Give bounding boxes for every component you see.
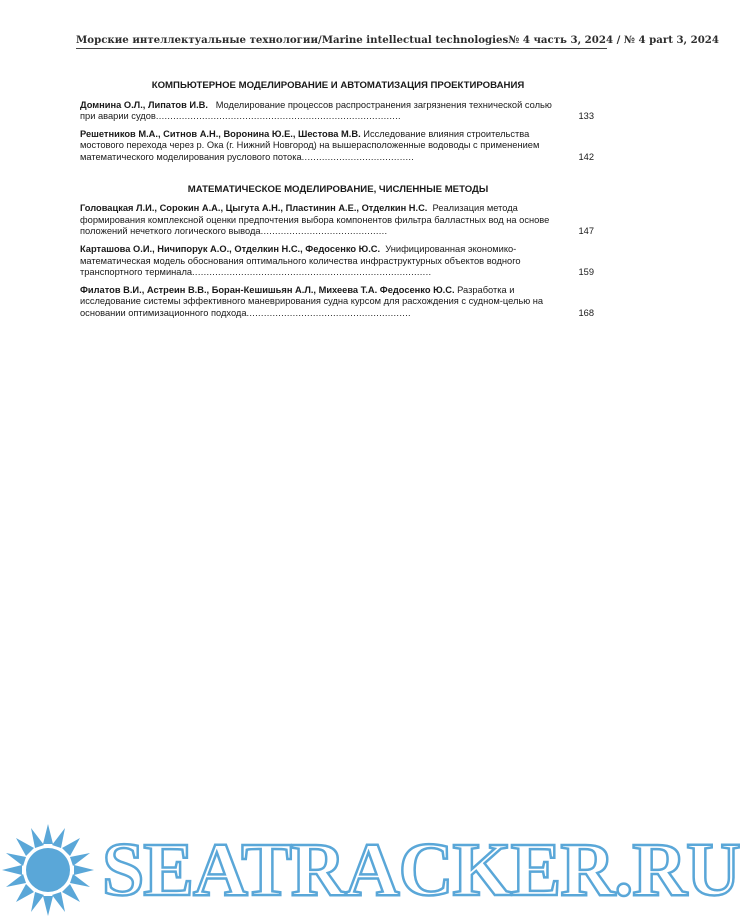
entry-title: Моделирование процессов распространения загрязнения технической солью при аварии судов [80,99,552,122]
entry-page: 168 [578,307,594,318]
entry-page: 142 [578,151,594,162]
watermark-logo [0,820,740,920]
watermark-wordmark: SEATRACKER.RU [102,828,740,912]
toc-entry[interactable]: Головацкая Л.И., Сорокин А.А., Цыгута А.Н., Пластинин А.Е., Отделкин Н.С. Реализация метода формирования комплексной оценки предпочтения выбора компонентов фильтра балластных вод на основе положений нечеткого логического вывода............................................ 147 [80,203,594,237]
section-title: МАТЕМАТИЧЕСКОЕ МОДЕЛИРОВАНИЕ, ЧИСЛЕННЫЕ МЕТОДЫ [187,183,489,195]
entry-authors: Карташова О.И., Ничипорук А.О., Отделкин Н.С., Федосенко Ю.С. [80,243,381,254]
table-of-contents [80,80,596,326]
entry-title: Реализация метода формирования комплексной оценки предпочтения выбора компонентов фильтра балластных вод на основе положений нечеткого логического вывода [80,203,550,237]
entry-page: 159 [578,267,594,278]
entry-authors: Филатов В.И., Астреин В.В., Боран-Кешишьян А.Л., Михеева Т.А. Федосенко Ю.С. [80,284,455,295]
toc-section [80,184,596,320]
toc-section [80,80,596,164]
sun-icon [2,820,98,920]
entry-title: Унифицированная экономико-математическая модель обоснования оптимального количества инфраструктурных объектов водного транспортного терминала [80,243,521,278]
entry-title: Разработка и исследование системы эффективного маневрирования судна курсом для расхождения с судном-целью на основании оптимизационного подхода [80,284,544,318]
entry-authors: Головацкая Л.И., Сорокин А.А., Цыгута А.Н., Пластинин А.Е., Отделкин Н.С. [80,203,428,214]
issue-number: № 4 часть 3, 2024 / № 4 part 3, 2024 [508,34,719,46]
journal-title: Морские интеллектуальные технологии/Marine intellectual technologies [76,34,509,46]
entry-title: Исследование влияния строительства мостового перехода через р. Ока (г. Нижний Новгород) на вышерасположенные водоводы с применением математического моделирования руслового потока [80,128,540,162]
toc-entry[interactable]: Решетников М.А., Ситнов А.Н., Воронина Ю.Е., Шестова М.В. Исследование влияния строительства мостового перехода через р. Ока (г. Нижний Новгород) на вышерасположенные водоводы с применением математического моделирования руслового потока....................................... 142 [80,128,594,162]
toc-entry[interactable]: Карташова О.И., Ничипорук А.О., Отделкин Н.С., Федосенко Ю.С. Унифицированная экономико-математическая модель обоснования оптимального количества инфраструктурных объектов водного транспортного терминала................................................................................... 159 [80,243,594,278]
section-title: КОМПЬЮТЕРНОЕ МОДЕЛИРОВАНИЕ И АВТОМАТИЗАЦИЯ ПРОЕКТИРОВАНИЯ [151,80,525,91]
entry-authors: Домнина О.Л., Липатов И.В. [80,99,208,110]
toc-entry[interactable]: Филатов В.И., Астреин В.В., Боран-Кешишьян А.Л., Михеева Т.А. Федосенко Ю.С. Разработка и исследование системы эффективного маневрирования судна курсом для расхождения с судном-целью на основании оптимизационного подхода......................................................... 168 [80,284,594,318]
entry-page: 133 [578,111,594,122]
entry-page: 147 [578,226,594,237]
entry-authors: Решетников М.А., Ситнов А.Н., Воронина Ю.Е., Шестова М.В. [80,128,361,139]
toc-entry[interactable]: Домнина О.Л., Липатов И.В. Моделирование процессов распространения загрязнения технической солью при аварии судов..................................................................................... 133 [80,99,594,122]
running-header [76,34,719,49]
